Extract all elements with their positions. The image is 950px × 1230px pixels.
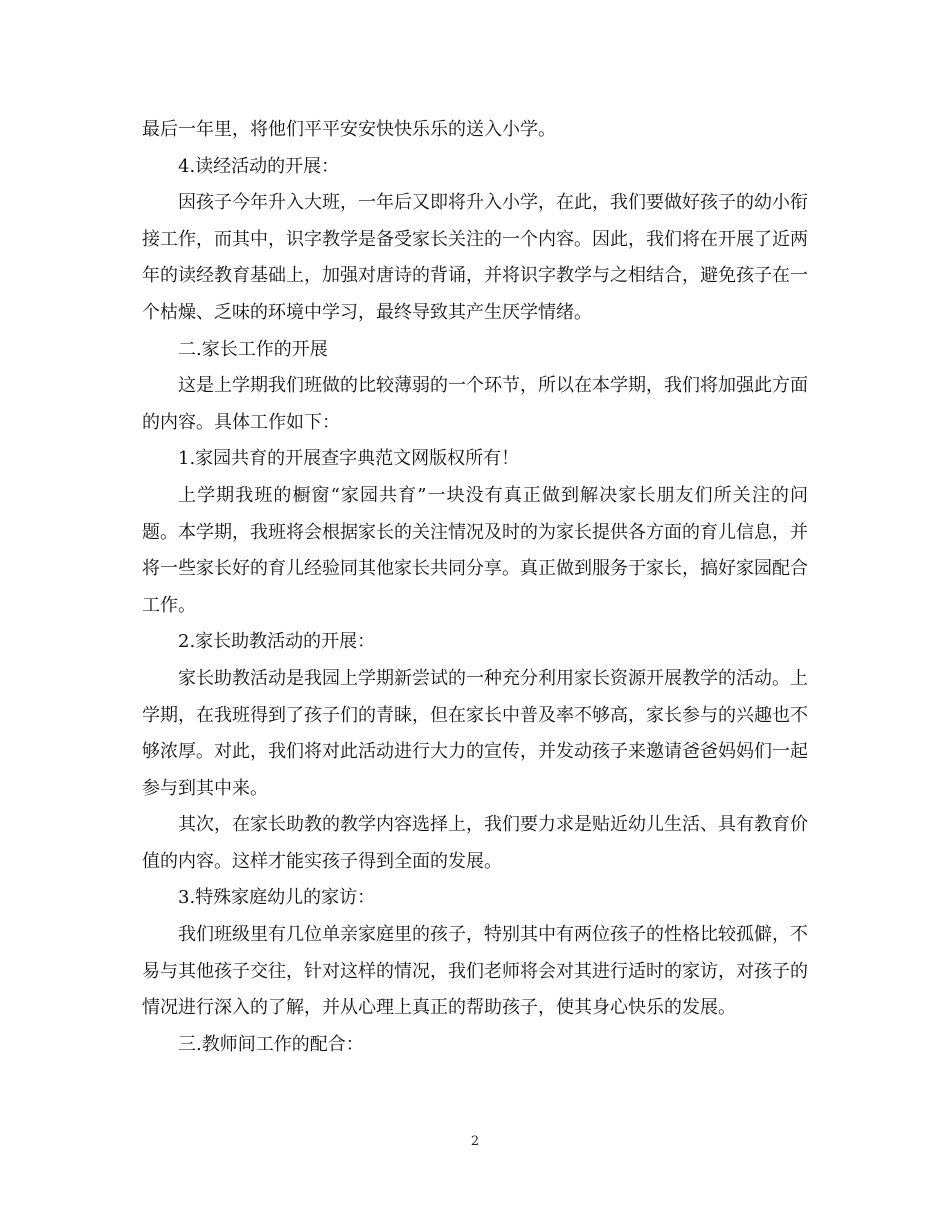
section-heading: 2.家长助教活动的开展： [178, 631, 376, 653]
section-heading: 4.读经活动的开展： [178, 155, 340, 177]
paragraph: 上学期我班的橱窗“家园共育”一块没有真正做到解决家长朋友们所关注的问题。本学期，我班将会根据家长的关注情况及时的为家长提供各方面的育儿信息，并将一些家长好的育儿经验同其他家长共同分享。真正做到服务于家长，搞好家园配合工作。 [142, 484, 808, 616]
document-body [142, 112, 808, 1063]
paragraph: 其次，在家长助教的教学内容选择上，我们要力求是贴近幼儿生活、具有教育价值的内容。这样才能实孩子得到全面的发展。 [142, 814, 808, 872]
paragraph: 这是上学期我们班做的比较薄弱的一个环节，所以在本学期，我们将加强此方面的内容。具体工作如下： [142, 375, 808, 433]
page-number: 2 [470, 1134, 480, 1149]
paragraph: 因孩子今年升入大班，一年后又即将升入小学，在此，我们要做好孩子的幼小衔接工作，而其中，识字教学是备受家长关注的一个内容。因此，我们将在开展了近两年的读经教育基础上，加强对唐诗的背诵，并将识字教学与之相结合，避免孩子在一个枯燥、乏味的环境中学习，最终导致其产生厌学情绪。 [142, 192, 808, 323]
paragraph: 我们班级里有几位单亲家庭里的孩子，特别其中有两位孩子的性格比较孤僻，不易与其他孩子交往，针对这样的情况，我们老师将会对其进行适时的家访，对孩子的情况进行深入的了解，并从心理上真正的帮助孩子，使其身心快乐的发展。 [142, 924, 808, 1019]
paragraph: 最后一年里，将他们平平安安快快乐乐的送入小学。 [142, 119, 556, 140]
section-heading: 1.家园共育的开展查字典范文网版权所有！ [178, 448, 520, 470]
section-heading: 二.家长工作的开展 [178, 338, 328, 360]
section-heading: 3.特殊家庭幼儿的家访： [178, 887, 376, 909]
section-heading: 三.教师间工作的配合： [178, 1033, 364, 1055]
paragraph: 家长助教活动是我园上学期新尝试的一种充分利用家长资源开展教学的活动。上学期，在我班得到了孩子们的青睐，但在家长中普及率不够高，家长参与的兴趣也不够浓厚。对此，我们将对此活动进行大力的宣传，并发动孩子来邀请爸爸妈妈们一起参与到其中来。 [142, 667, 808, 799]
